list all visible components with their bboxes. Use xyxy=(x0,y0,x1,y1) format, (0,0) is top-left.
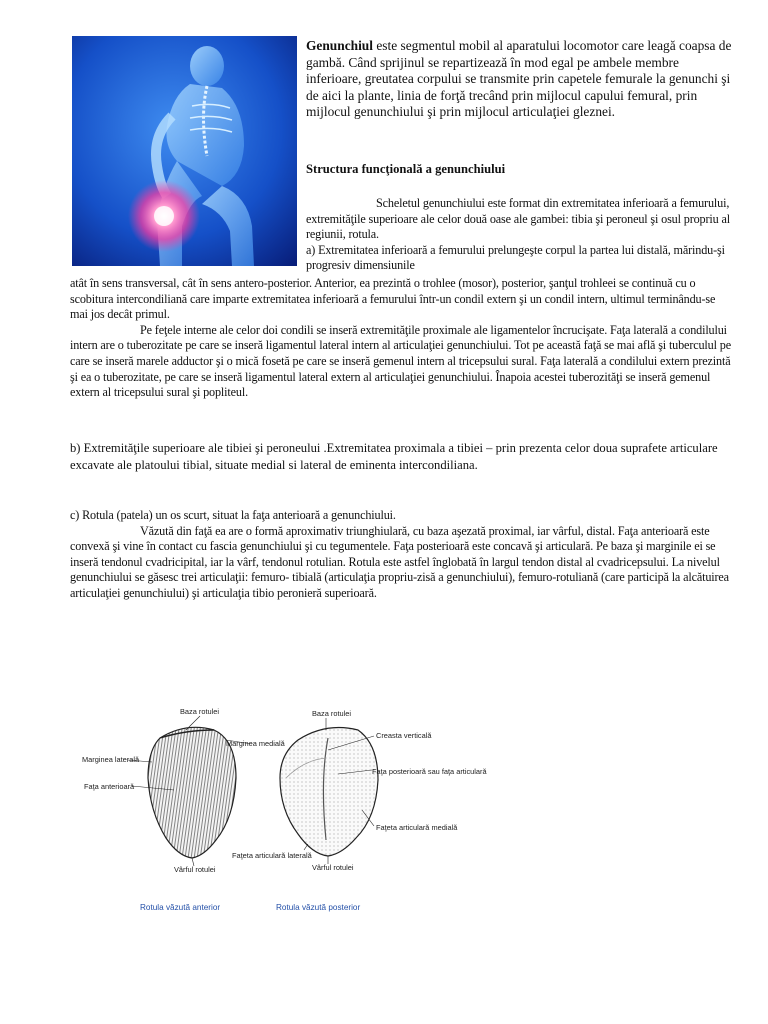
section-a-first-line: a) Extremitatea inferioară a femurului prelungeşte corpul la partea lui distală, mărindu-şi progresiv dimensiunile xyxy=(306,242,725,273)
label-anterior-base: Baza rotulei xyxy=(180,707,220,716)
condyles-paragraph: Pe feţele interne ale celor doi condili se inseră extremităţile proximale ale ligamentelor încrucişate. Faţa laterală a condilului intern are o tuberozitate pe care se inseră ligamentul lateral intern al articulaţiei genunchiului. Tot pe această faţă se mai află şi tuberculul pe care se inseră marele adductor şi o mică fosetă pe care se inseră gemenul intern al tricepsului sural. Faţa laterală a condilului extern prezintă şi ea o tuberozitate, pe care se inseră ligamentul lateral extern al articulaţiei genunchiului. Înapoia acestei tuberozităţi se inseră gemenul extern al tricepsului sural şi popliteul. xyxy=(70,322,731,400)
patella-anterior-shape xyxy=(148,727,236,858)
label-anterior-face: Faţa anterioară xyxy=(84,782,135,791)
intro-text: este segmentul mobil al aparatului locomotor care leagă coapsa de gambă. Când sprijinul se repartizează în mod egal pe ambele membre inferioare, greutatea corpului se transmite prin capetele femurale la genunchi şi de aici la plante, linia de forţă trecând prin mijlocul capului femural, prin mijlocul genunchiului şi prin mijlocul articulaţiei gleznei. xyxy=(306,38,732,120)
intro-paragraph xyxy=(306,38,732,121)
label-posterior-apex: Vârful rotulei xyxy=(312,863,354,872)
caption-posterior: Rotula văzută posterior xyxy=(276,903,361,912)
label-anterior-medial-margin: Marginea medială xyxy=(226,739,285,748)
section-c-block xyxy=(70,508,734,602)
label-posterior-medial-facet: Faţeta articulară medială xyxy=(376,823,458,832)
skeleton-paragraph: Scheletul genunchiului este format din extremitatea inferioară a femurului, extremităţile superioare ale celor două oase ale gambei: tibia şi peroneul şi osul propriu al regiunii, rotula. xyxy=(306,196,730,242)
section-a-block-top xyxy=(306,196,732,274)
section-a-block-bottom xyxy=(70,276,734,401)
intro-bold-word: Genunchiul xyxy=(306,38,373,53)
knee-anatomy-illustration xyxy=(72,36,297,266)
caption-anterior: Rotula văzută anterior xyxy=(140,903,221,912)
label-posterior-base: Baza rotulei xyxy=(312,709,352,718)
section-a-continuation: atât în sens transversal, cât în sens antero-posterior. Anterior, ea prezintă o trohlee (mosor), posterior, şanţul trohleei se continuă cu o scobitura intercondiliană care imparte extremitatea inferioară a femurului într-un condil extern şi un condil intern, ultimul terminându-se mai jos decât primul. xyxy=(70,276,716,322)
section-heading: Structura funcţională a genunchiului xyxy=(306,162,506,176)
label-posterior-face: Faţa posterioară sau faţa articulară xyxy=(372,767,487,776)
patella-description: Văzută din faţă ea are o formă aproximativ triunghiulară, cu baza aşezată proximal, iar vârful, distal. Faţa anterioară este convexă şi vine în contact cu fascia genunchiului şi cu tegumentele. Faţa posterioară este concavă şi articulară. Pe baza şi marginile ei se inseră tendonul cvadricipital, iar la vârf, tendonul rotulian. Rotula este astfel înglobată în largul tendon distal al cvadricepsului. La nivelul genunchiului se găsesc trei articulaţii: femuro- tibială (articulaţia propriu-zisă a genunchiului), femuro-rotuliană (care participă la alcătuirea articulaţiei genunchiului) şi articulaţia tibio peronieră superioară. xyxy=(70,523,729,600)
section-c-first-line: c) Rotula (patela) un os scurt, situat la faţa anterioară a genunchiului. xyxy=(70,508,396,522)
patella-figure xyxy=(76,700,506,920)
label-anterior-apex: Vârful rotulei xyxy=(174,865,216,874)
patella-posterior-shape xyxy=(280,728,378,856)
label-posterior-lateral-facet: Faţeta articulară laterală xyxy=(232,851,312,860)
label-posterior-ridge: Creasta verticală xyxy=(376,731,432,740)
label-anterior-lateral-margin: Marginea laterală xyxy=(82,755,140,764)
section-b-paragraph: b) Extremităţile superioare ale tibiei şi peroneului .Extremitatea proximala a tibiei – prin prezenta celor doua suprafete articulare excavate ale platoului tibial, situate medial si lateral de eminenta intercondiliana. xyxy=(70,441,718,472)
